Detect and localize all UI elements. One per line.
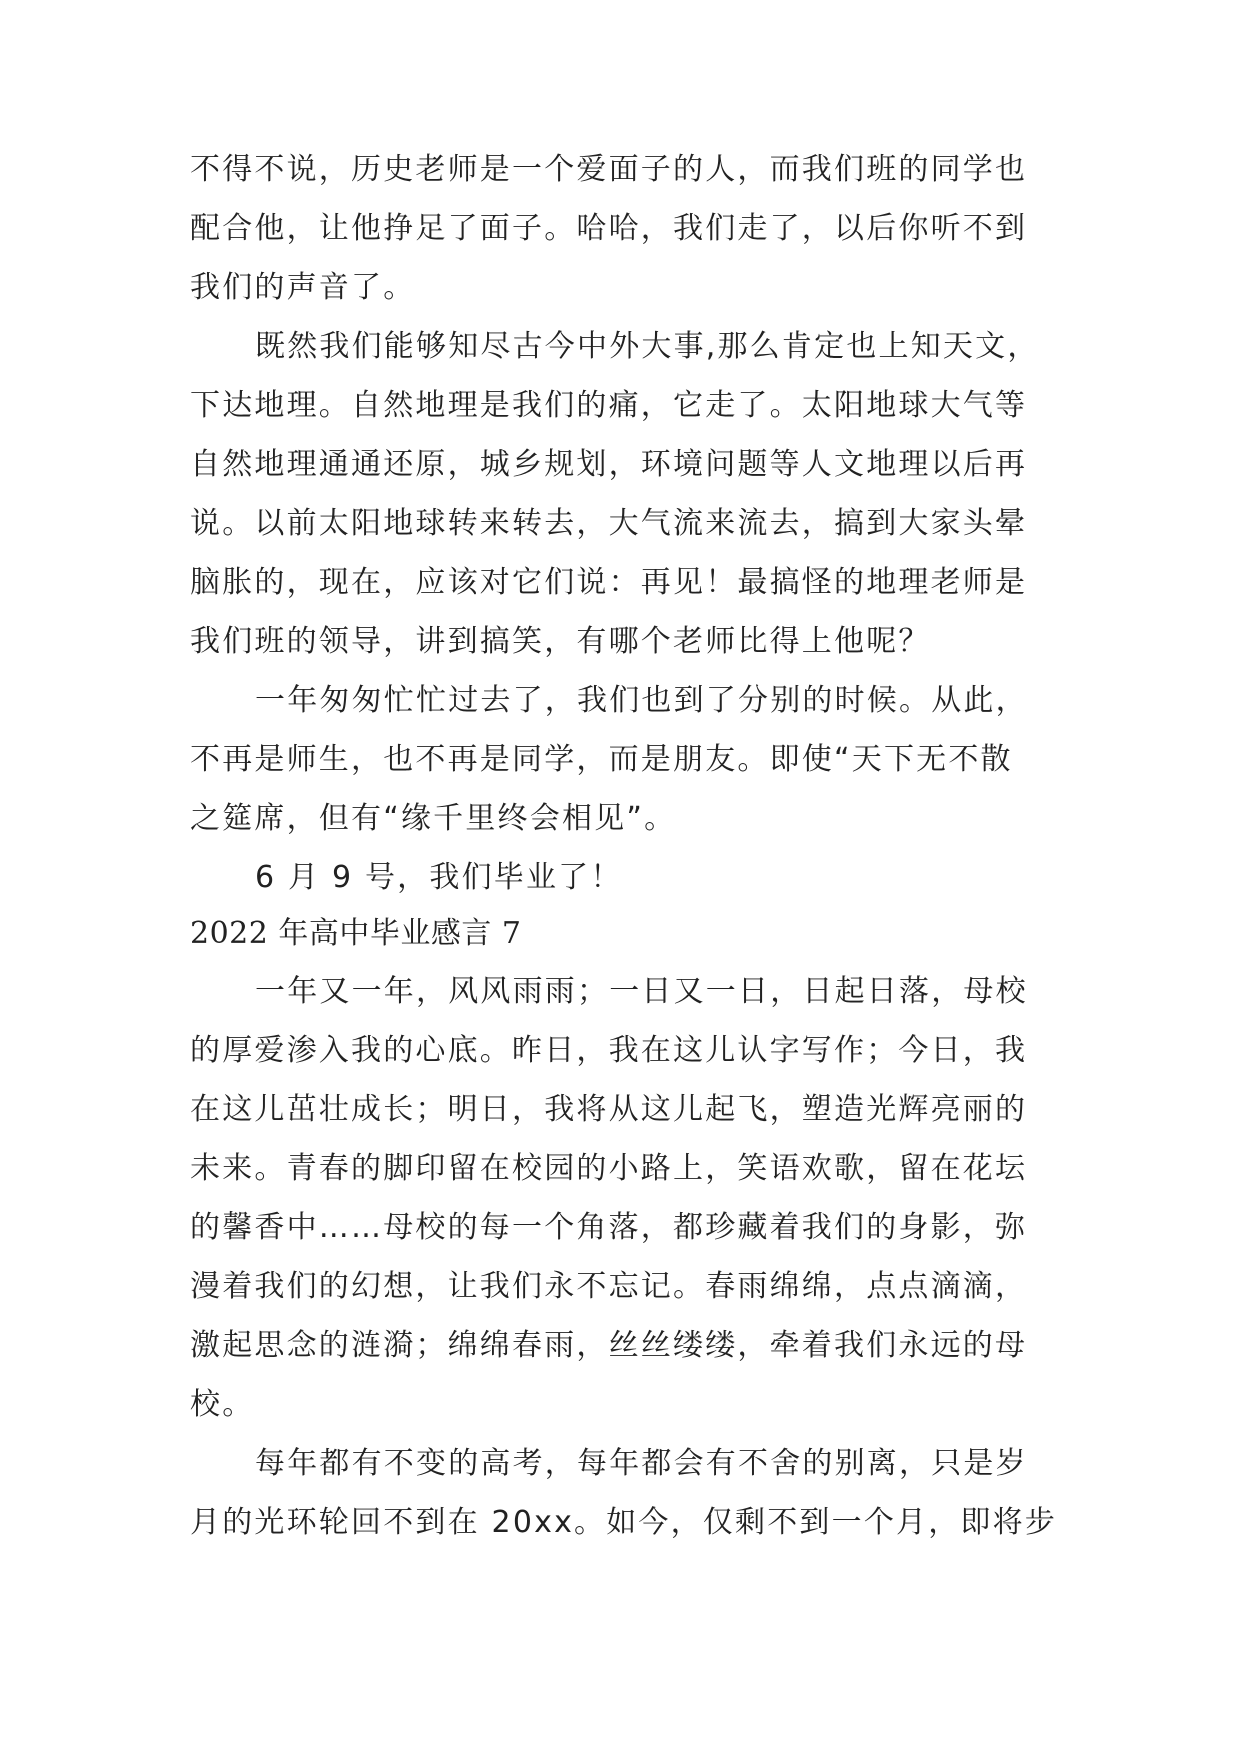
text-line: 激起思念的涟漪；绵绵春雨，丝丝缕缕，牵着我们永远的母 <box>190 1328 1028 1363</box>
paragraph-start-line: 一年匆匆忙忙过去了，我们也到了分别的时候。从此， <box>255 683 1028 718</box>
paragraph-start-line: 一年又一年，风风雨雨；一日又一日，日起日落，母校 <box>255 974 1028 1009</box>
text-line: 未来。青春的脚印留在校园的小路上，笑语欢歌，留在花坛 <box>190 1151 1028 1186</box>
text-line: 我们的声音了。 <box>190 270 416 305</box>
paragraph-start-line: 每年都有不变的高考，每年都会有不舍的别离，只是岁 <box>255 1446 1028 1481</box>
text-line: 下达地理。自然地理是我们的痛，它走了。太阳地球大气等 <box>190 388 1028 423</box>
text-line: 漫着我们的幻想，让我们永不忘记。春雨绵绵，点点滴滴， <box>190 1269 1028 1304</box>
paragraph-start-line: 既然我们能够知尽古今中外大事,那么肯定也上知天文， <box>255 329 1040 364</box>
text-line: 的厚爱渗入我的心底。昨日，我在这儿认字写作；今日，我 <box>190 1033 1028 1068</box>
text-line: 不得不说，历史老师是一个爱面子的人，而我们班的同学也 <box>190 152 1028 187</box>
text-line: 校。 <box>190 1387 255 1422</box>
text-line: 在这儿茁壮成长；明日，我将从这儿起飞，塑造光辉亮丽的 <box>190 1092 1028 1127</box>
paragraph-start-line: 6 月 9 号，我们毕业了！ <box>255 860 623 895</box>
text-line: 的馨香中……母校的每一个角落，都珍藏着我们的身影，弥 <box>190 1210 1028 1245</box>
text-line: 我们班的领导，讲到搞笑，有哪个老师比得上他呢？ <box>190 624 931 659</box>
text-line: 不再是师生，也不再是同学，而是朋友。即使“天下无不散 <box>190 742 1013 777</box>
text-line: 配合他，让他挣足了面子。哈哈，我们走了，以后你听不到 <box>190 211 1028 246</box>
text-line: 脑胀的，现在，应该对它们说：再见！最搞怪的地理老师是 <box>190 565 1028 600</box>
text-line: 自然地理通通还原，城乡规划，环境问题等人文地理以后再 <box>190 447 1028 482</box>
text-line: 月的光环轮回不到在 20xx。如今，仅剩不到一个月，即将步 <box>190 1505 1058 1540</box>
text-line: 之筵席，但有“缘千里终会相见”。 <box>190 801 677 836</box>
section-heading: 2022 年高中毕业感言 7 <box>190 916 522 951</box>
text-line: 说。以前太阳地球转来转去，大气流来流去，搞到大家头晕 <box>190 506 1028 541</box>
